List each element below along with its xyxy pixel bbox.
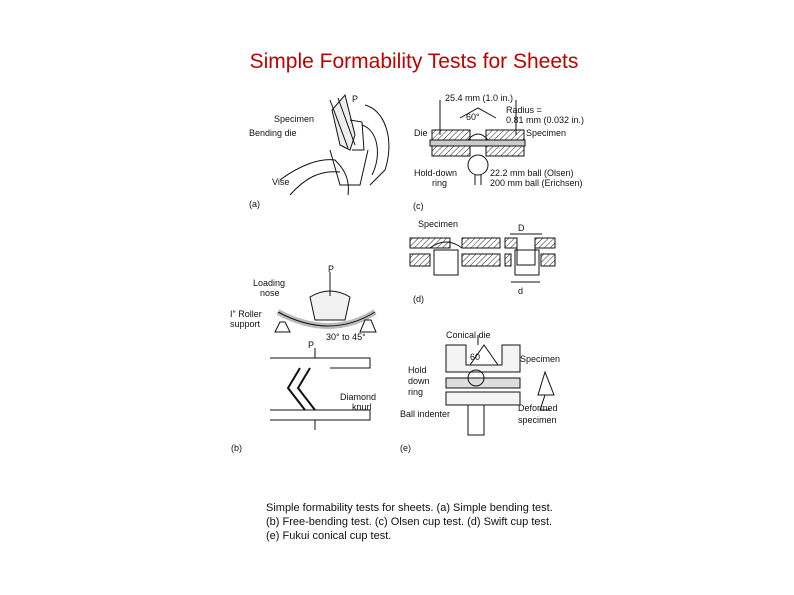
panel-b-p-label-1: P: [328, 264, 335, 274]
panel-e-tag: (e): [400, 443, 411, 453]
panel-e-specimen-label: Specimen: [520, 354, 561, 364]
slide-title: Simple Formability Tests for Sheets: [249, 50, 579, 73]
formability-tests-figure: [222, 88, 622, 458]
panel-c-hold-down-label-1: Hold-down: [414, 168, 458, 178]
panel-b-p-label-2: P: [308, 340, 315, 350]
panel-d-drawing: [410, 234, 555, 282]
panel-b-angle-label: 30° to 45°: [326, 332, 366, 342]
panel-b-roller-label-1: I" Roller: [230, 309, 262, 319]
figure-drawing: [222, 88, 622, 458]
panel-a-drawing: [280, 95, 389, 195]
panel-c-dimension-label: 25.4 mm (1.0 in.): [445, 93, 514, 103]
panel-b-loading-label-1: Loading: [253, 278, 286, 288]
caption-line-2: (b) Free-bending test. (c) Olsen cup test. (d) Swift cup test.: [266, 516, 553, 528]
panel-a-vise-label: Vise: [272, 177, 290, 187]
panel-c-hold-down-label-2: ring: [432, 178, 448, 188]
panel-c-ball-label-1: 22.2 mm ball (Olsen): [490, 168, 574, 178]
panel-c-radius-label-2: 0.81 mm (0.032 in.): [506, 115, 585, 125]
panel-b-loading-label-2: nose: [260, 288, 280, 298]
panel-a-tag: (a): [249, 199, 260, 209]
panel-e-angle-label: 60: [470, 352, 481, 362]
panel-e-hold-down-label-3: ring: [408, 387, 424, 397]
panel-b-diamond-label-1: Diamond: [340, 392, 377, 402]
panel-c-angle-label: 60°: [466, 112, 480, 122]
panel-c-die-label: Die: [414, 128, 428, 138]
panel-e-ball-indenter-label: Ball indenter: [400, 409, 451, 419]
panel-c-specimen-label: Specimen: [526, 128, 567, 138]
panel-e-conical-die-label: Conical die: [446, 330, 491, 340]
panel-b-tag: (b): [231, 443, 242, 453]
panel-c-radius-label-1: Radius =: [506, 105, 542, 115]
panel-d-d-upper-label: D: [518, 223, 525, 233]
panel-d-tag: (d): [413, 294, 424, 304]
panel-d-d-lower-label: d: [518, 286, 524, 296]
panel-c-ball-label-2: 200 mm ball (Erichsen): [490, 178, 583, 188]
panel-e-deformed-label-1: Deformed: [518, 403, 558, 413]
panel-d-specimen-label: Specimen: [418, 219, 459, 229]
caption-line-1: Simple formability tests for sheets. (a) Simple bending test.: [266, 502, 553, 514]
panel-a-p-label: P: [352, 94, 359, 104]
figure-caption: [266, 501, 626, 543]
panel-c-tag: (c): [413, 201, 424, 211]
panel-e-hold-down-label-2: down: [408, 376, 430, 386]
panel-e-hold-down-label-1: Hold: [408, 365, 427, 375]
panel-b-roller-label-2: support: [230, 319, 261, 329]
caption-line-3: (e) Fukui conical cup test.: [266, 530, 392, 542]
panel-b-diamond-label-2: knurl: [352, 402, 372, 412]
panel-e-deformed-label-2: specimen: [518, 415, 557, 425]
panel-a-bending-die-label: Bending die: [249, 128, 297, 138]
panel-a-specimen-label: Specimen: [274, 114, 315, 124]
